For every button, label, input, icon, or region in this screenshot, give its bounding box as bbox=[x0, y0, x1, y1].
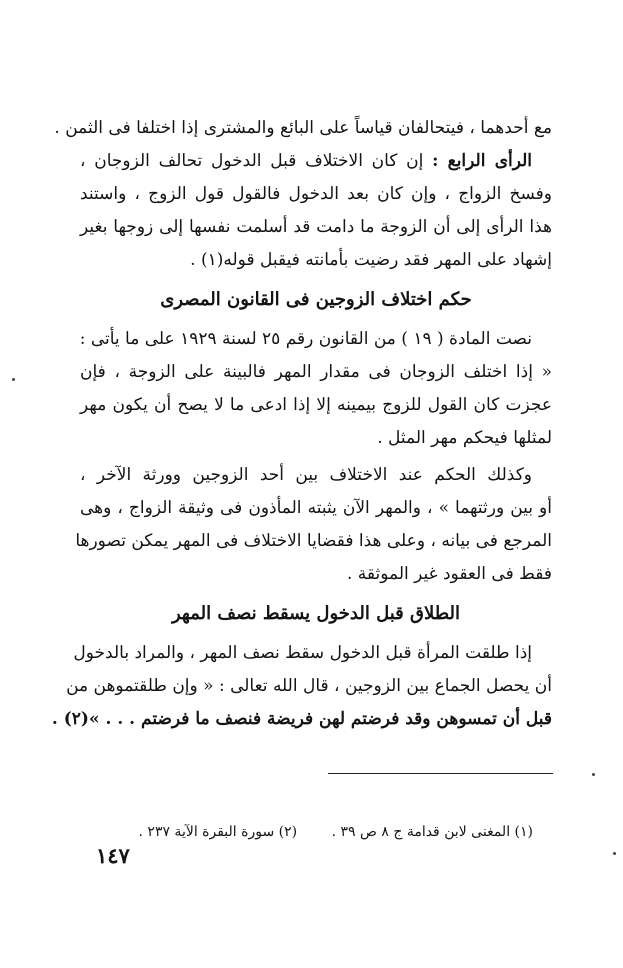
body-line: أو بين ورثتهما » ، والمهر الآن يثبته المأذون فى وثيقة الزواج ، وهى bbox=[80, 498, 552, 518]
body-line: مع أحدهما ، فيتحالفان قياساً على البائع والمشترى إذا اختلفا فى الثمن . bbox=[54, 118, 552, 138]
footnotes bbox=[109, 824, 533, 840]
footnote-divider bbox=[328, 773, 553, 774]
body-line: وكذلك الحكم عند الاختلاف بين أحد الزوجين وورثة الآخر ، bbox=[80, 465, 532, 485]
scan-speck bbox=[613, 852, 616, 855]
opinion-four-text: إن كان الاختلاف قبل الدخول تحالف الزوجان ، bbox=[80, 151, 424, 171]
body-line: وفسخ الزواج ، وإن كان بعد الدخول فالقول قول الزوج ، واستند bbox=[80, 184, 552, 204]
body-line: فقط فى العقود غير الموثقة . bbox=[347, 564, 552, 584]
page-body bbox=[51, 112, 552, 736]
scan-speck bbox=[592, 773, 595, 776]
opinion-four-label: الرأى الرابع : bbox=[432, 151, 533, 171]
body-line: أن يحصل الجماع بين الزوجين ، قال الله تعالى : « وإن طلقتموهن من bbox=[66, 676, 552, 696]
footnote-1: (١) المغنى لابن قدامة ج ٨ ص ٣٩ . bbox=[331, 824, 533, 840]
footnote-2: (٢) سورة البقرة الآية ٢٣٧ . bbox=[138, 824, 298, 840]
body-line: « إذا اختلف الزوجان فى مقدار المهر فالبينة على الزوجة ، فإن bbox=[80, 362, 552, 382]
section-heading-egyptian-law: حكم اختلاف الزوجين فى القانون المصرى bbox=[160, 289, 472, 310]
quran-verse-line: قبل أن تمسوهن وقد فرضتم لهن فريضة فنصف ما فرضتم . . . »(٢) . bbox=[51, 709, 552, 729]
body-line: المرجع فى بيانه ، وعلى هذا فقضايا الاختلاف فى المهر يمكن تصورها bbox=[75, 531, 552, 551]
section-heading-divorce: الطلاق قبل الدخول يسقط نصف المهر bbox=[171, 603, 461, 624]
scan-speck bbox=[12, 378, 15, 381]
body-line: لمثلها فيحكم مهر المثل . bbox=[377, 428, 552, 448]
body-line: هذا الرأى إلى أن الزوجة ما دامت قد أسلمت نفسها إلى زوجها بغير bbox=[80, 217, 552, 237]
body-line: عجزت كان القول للزوج بيمينه إلا إذا ادعى ما لا يصح أن يكون مهر bbox=[80, 395, 552, 415]
body-line: إشهاد على المهر فقد رضيت بأمانته فيقبل قوله(١) . bbox=[190, 250, 552, 270]
body-line: إذا طلقت المرأة قبل الدخول سقط نصف المهر ، والمراد بالدخول bbox=[73, 643, 532, 663]
body-line: نصت المادة ( ١٩ ) من القانون رقم ٢٥ لسنة ١٩٢٩ على ما يأتى : bbox=[79, 329, 532, 349]
page-number: ١٤٧ bbox=[96, 843, 130, 868]
opinion-four-line bbox=[80, 145, 552, 178]
